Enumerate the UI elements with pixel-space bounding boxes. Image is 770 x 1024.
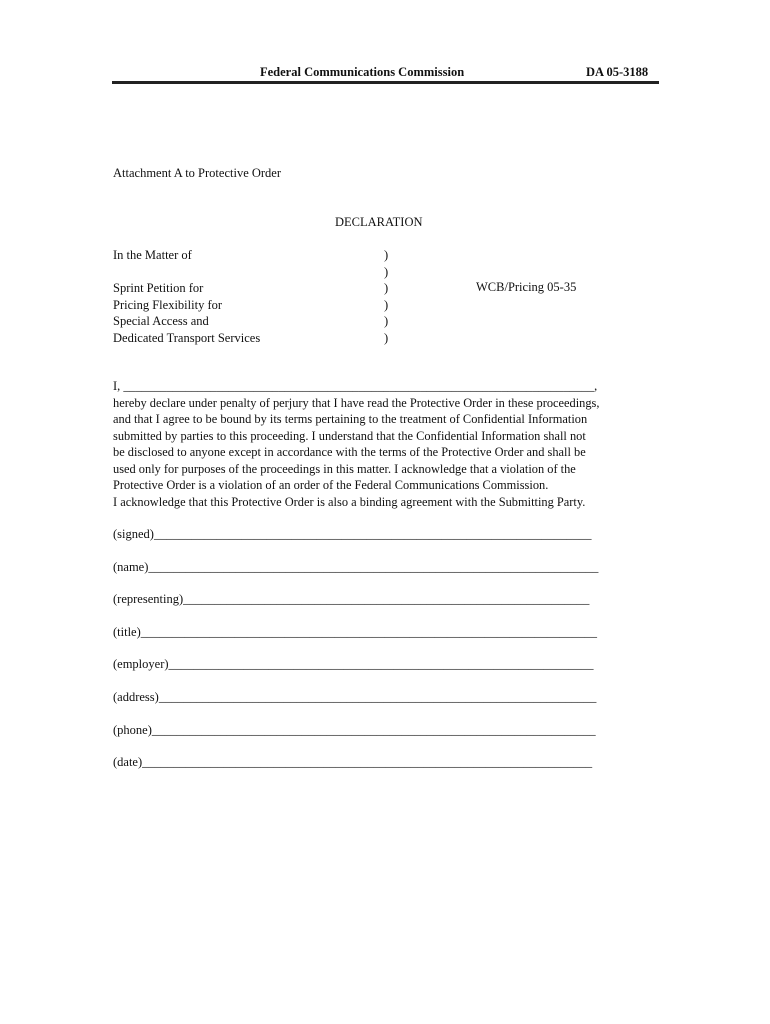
date-field[interactable]: (date)________________________________________________________________________ [113, 755, 593, 769]
caption-paren: ) [384, 281, 389, 295]
employer-field[interactable]: (employer)____________________________________________________________________ [113, 657, 594, 671]
signed-field[interactable]: (signed)______________________________________________________________________ [113, 527, 592, 541]
declaration-line: I acknowledge that this Protective Order is also a binding agreement with the Submitting Party. [113, 494, 586, 509]
caption-paren: ) [384, 314, 389, 328]
header-doc-number: DA 05-3188 [586, 65, 649, 79]
declaration-line: be disclosed to anyone except in accordance with the terms of the Protective Order and shall be [113, 445, 586, 459]
caption-line: Sprint Petition for [113, 281, 204, 295]
header-agency: Federal Communications Commission [260, 65, 465, 79]
declaration-line: hereby declare under penalty of perjury that I have read the Protective Order in these proceedings, [113, 395, 600, 410]
name-field[interactable]: (name)________________________________________________________________________ [113, 560, 599, 574]
caption-paren: ) [384, 248, 389, 262]
title-field[interactable]: (title)_________________________________________________________________________ [113, 625, 598, 639]
declaration-line: submitted by parties to this proceeding. I understand that the Confidential Information shall not [113, 428, 586, 443]
caption-paren: ) [384, 297, 389, 312]
caption-line: Special Access and [113, 314, 209, 328]
attachment-title: Attachment A to Protective Order [113, 166, 282, 180]
caption-paren: ) [384, 330, 389, 345]
declaration-heading: DECLARATION [335, 215, 423, 229]
caption-line: Dedicated Transport Services [113, 330, 261, 345]
caption-paren: ) [384, 264, 389, 279]
caption-line: In the Matter of [113, 248, 192, 262]
declaration-line: I, ____________________________________________________________________________, [113, 379, 598, 393]
representing-field[interactable]: (representing)_________________________________________________________________ [113, 592, 590, 606]
declaration-line: Protective Order is a violation of an order of the Federal Communications Commission. [113, 478, 549, 492]
caption-line: Pricing Flexibility for [113, 297, 223, 312]
declaration-line: and that I agree to be bound by its terms pertaining to the treatment of Confidential Information [113, 412, 588, 426]
docket-number: WCB/Pricing 05-35 [476, 280, 577, 294]
declaration-body [113, 378, 659, 510]
address-field[interactable]: (address)______________________________________________________________________ [113, 690, 597, 704]
declaration-line: used only for purposes of the proceedings in this matter. I acknowledge that a violation of the [113, 461, 576, 476]
phone-field[interactable]: (phone)_______________________________________________________________________ [113, 723, 596, 737]
header-rule [112, 81, 659, 84]
